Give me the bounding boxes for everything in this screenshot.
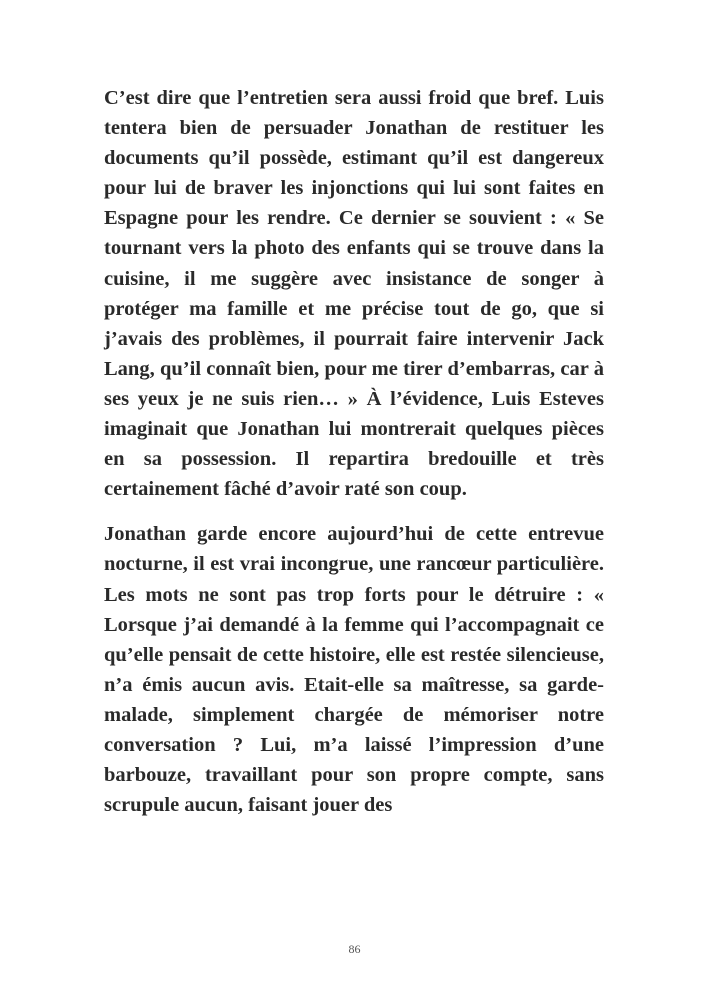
paragraph-2: Jonathan garde encore aujourd’hui de cette entrevue nocturne, il est vrai incongrue, une rancœur particulière. Les mots ne sont pas trop forts pour le détruire : « Lorsque j’ai demandé à la femme qui l’accompagnait ce qu’elle pensait de cette histoire, elle est restée silencieuse, n’a émis aucun avis. Etait-elle sa maîtresse, sa garde-malade, simplement chargée de mémoriser notre conversation ? Lui, m’a laissé l’impression d’une barbouze, travaillant pour son propre compte, sans scrupule aucun, faisant jouer des	[104, 523, 604, 817]
paragraph-1: C’est dire que l’entretien sera aussi froid que bref. Luis tentera bien de persuader Jonathan de restituer les documents qu’il possède, estimant qu’il est dangereux pour lui de braver les injonctions qui lui sont faites en Espagne pour les rendre. Ce dernier se souvient : « Se tournant vers la photo des enfants qui se trouve dans la cuisine, il me suggère avec insistance de songer à protéger ma famille et me précise tout de go, que si j’avais des problèmes, il pourrait faire intervenir Jack Lang, qu’il connaît bien, pour me tirer d’embarras, car à ses yeux je ne suis rien… » À l’évidence, Luis Esteves imaginait que Jonathan lui montrerait quelques pièces en sa possession. Il repartira bredouille et très certainement fâché d’avoir raté son coup.	[104, 87, 604, 501]
page-number: 86	[348, 942, 361, 956]
body-text	[104, 83, 604, 820]
